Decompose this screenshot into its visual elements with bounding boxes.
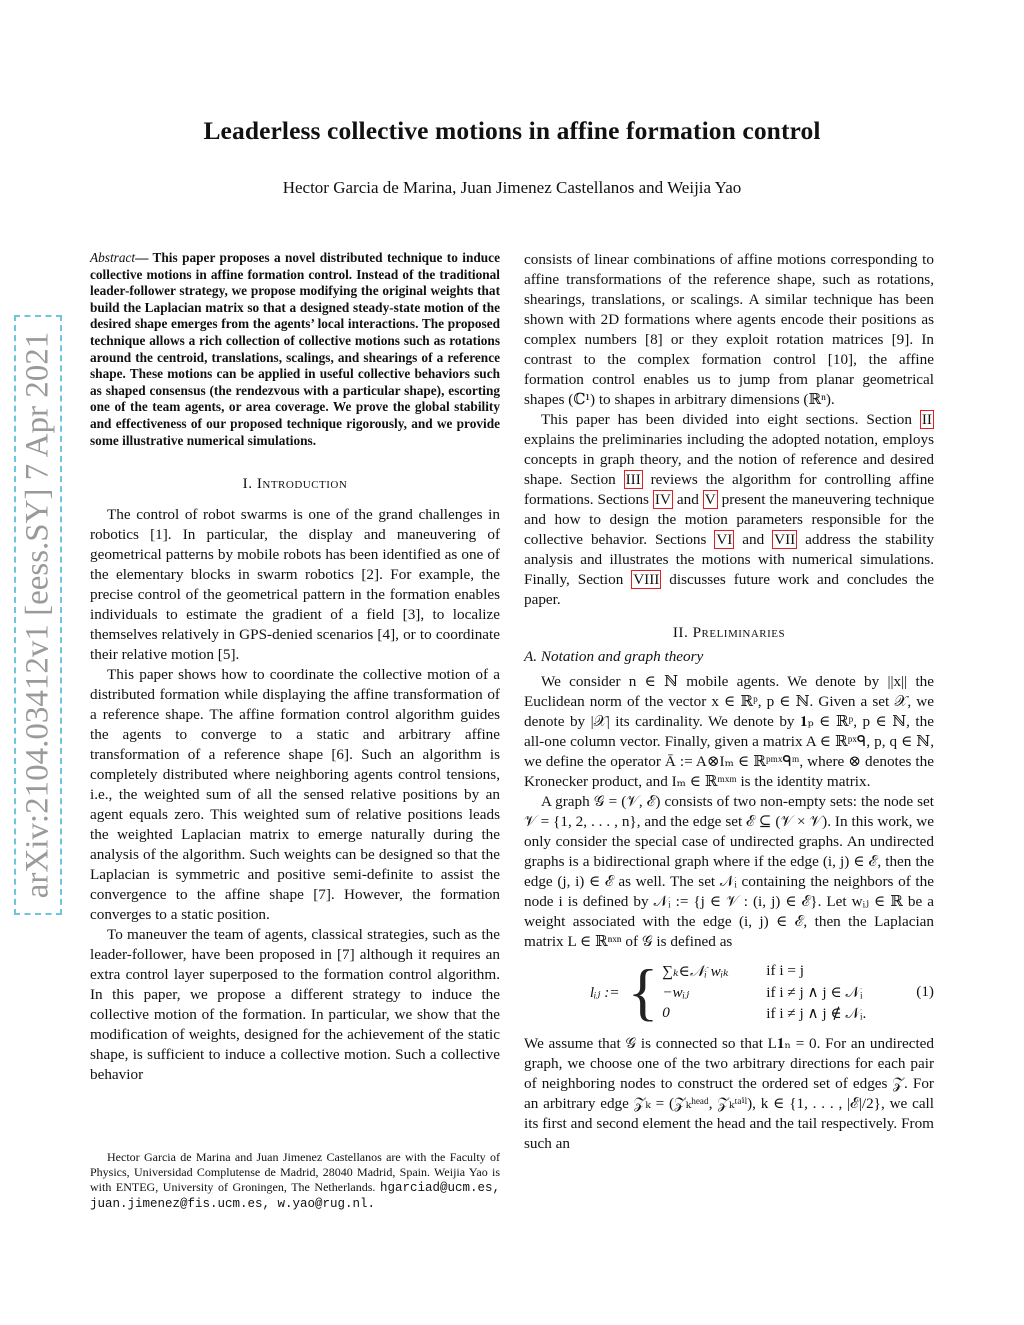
section-link-II[interactable]: II [921, 411, 932, 428]
arxiv-stamp[interactable] [14, 315, 62, 915]
outline-text: and [676, 491, 699, 508]
outline-text: discusses future work and concludes the paper. [524, 571, 935, 608]
outline-text: and [742, 531, 765, 548]
paper-title: Leaderless collective motions in affine formation control [203, 116, 821, 145]
equation-case-condition: if i ≠ j ∧ j ∈ 𝒩ᵢ [766, 983, 863, 1001]
abstract [90, 250, 500, 449]
equation-case-value: 0 [662, 1003, 670, 1021]
equation-lhs: lᵢⱼ := [589, 983, 620, 1001]
intro-paragraph-1: The control of robot swarms is one of the grand challenges in robotics [1]. In particular, the display and maneuvering of geometrical patterns by mobile robots has been identified as one of the elementary blocks in swarm robotics [2]. For example, the precise control of the geometrical pattern in the formation enables individuals to estimate the gradient of a field [3], to localize themselves relatively in GPS-denied scenarios [4], or to coordinate their relative motion [5]. [90, 506, 500, 664]
section-link-VII[interactable]: VII [774, 531, 796, 548]
section-link-V[interactable]: V [704, 491, 716, 508]
section-link-VI[interactable]: VI [716, 531, 733, 548]
notation-paragraph: We consider n ∈ ℕ mobile agents. We denote by ||x|| the Euclidean norm of the vector x ∈ ℝᵖ, p ∈ ℕ. Given a set 𝒳, we denote by |𝒳| its cardinality. We denote by 𝟏ₚ ∈ ℝᵖ, p ∈ ℕ, the all-one column vector. Finally, given a matrix A ∈ ℝᵖˣᑫ, p, q ∈ ℕ, we define the operator Ā := A⊗Iₘ ∈ ℝᵖᵐˣᑫᵐ, where ⊗ denotes the Kronecker product, and Iₘ ∈ ℝᵐˣᵐ is the identity matrix. [524, 673, 934, 790]
outline-text: address the stability analysis and illustrates the motions with numerical simulations. Finally, Section [524, 531, 935, 588]
equation-cases [662, 962, 916, 1023]
section-heading-introduction: I. Introduction [242, 475, 348, 493]
paper-authors: Hector Garcia de Marina, Juan Jimenez Castellanos and Weijia Yao [282, 178, 742, 197]
section-heading-preliminaries: II. Preliminaries [672, 624, 786, 641]
section-link-IV[interactable]: IV [654, 491, 671, 508]
equation-case-value: −wᵢⱼ [662, 983, 690, 1001]
abstract-lead: Abstract [90, 250, 136, 265]
section-link-VIII[interactable]: VIII [633, 571, 660, 588]
equation-case-condition: if i = j [766, 961, 804, 979]
right-column [524, 250, 934, 1154]
right-paragraph-1: consists of linear combinations of affine motions corresponding to affine transformations of the reference shape, such as rotations, shearings, translations, or scalings. A similar technique has been shown with 2D formations where agents encode their positions as complex numbers [8] or they exploit rotation matrices [9]. In contrast to the complex formation control [10], the affine formation control enables us to jump from planar geometrical shapes (ℂ¹) to shapes in arbitrary dimensions (ℝⁿ). [524, 251, 934, 408]
equation-number: (1) [916, 983, 934, 1000]
outline-text: This paper has been divided into eight sections. Section [541, 411, 912, 428]
laplacian-equation [524, 958, 934, 1026]
outline-paragraph [524, 410, 934, 610]
footnote-affiliations: Hector Garcia de Marina and Juan Jimenez Castellanos are with the Faculty of Physics, Universidad Complutense de Madrid, 28040 Madrid, Spain. Weijia Yao is with ENTEG, University of Groningen, The Netherlands. [90, 1150, 500, 1194]
abstract-body: — This paper proposes a novel distributed technique to induce collective motions in affine formation control. Instead of the traditional leader-follower strategy, we propose modifying the original weights that build the Laplacian matrix so that a designed steady-state motion of the desired shape emerges from the agents’ local interactions. The proposed technique allows a rich collection of collective motions such as rotations around the centroid, translations, scalings, and shearings of a reference shape. These motions can be applied in useful collective behaviors such as shaped consensus (the rendezvous with a particular shape), escorting one of the team agents, or area coverage. We prove the global stability and effectiveness of our proposed technique rigorously, and we provide some illustrative numerical simulations. [90, 250, 500, 448]
subsection-heading-notation: A. Notation and graph theory [524, 648, 704, 665]
footnote [90, 1150, 500, 1212]
left-column [90, 250, 500, 1085]
graph-paragraph: A graph 𝒢 = (𝒱, ℰ) consists of two non-empty sets: the node set 𝒱 = {1, 2, . . . , n}, and the edge set ℰ ⊆ (𝒱 × 𝒱). In this work, we only consider the special case of undirected graphs. An undirected graphs is a bidirectional graph where if the edge (i, j) ∈ ℰ, then the edge (j, i) ∈ ℰ as well. The set 𝒩ᵢ containing the neighbors of the node i is defined by 𝒩ᵢ := {j ∈ 𝒱 : (i, j) ∈ ℰ}. Let wᵢⱼ ∈ ℝ be a weight associated with the edge (i, j) ∈ ℰ, then the Laplacian matrix L ∈ ℝⁿˣⁿ of 𝒢 is defined as [524, 793, 934, 950]
outline-text: explains the preliminaries including the adopted notation, employs concepts in graph theory, and the notion of reference and desired shape. Section [524, 431, 934, 488]
equation-brace: { [627, 956, 659, 1027]
footnote-emails[interactable]: hgarciad@ucm.es, juan.jimenez@fis.ucm.es, w.yao@rug.nl. [90, 1181, 500, 1211]
arxiv-stamp-text: arXiv:2104.03412v1 [eess.SY] 7 Apr 2021 [19, 331, 56, 899]
intro-paragraph-3: To maneuver the team of agents, classical strategies, such as the leader-follower, have been proposed in [7] although it requires an extra control layer superposed to the formation control algorithm. In this paper, we propose a different strategy to induce the collective motion of the formation. In particular, we show that the modification of weights, designed for the achievement of the static shape, is sufficient to induce a collective motion. Such a collective behavior [90, 926, 500, 1084]
equation-case-value: ∑ₖ∈𝒩ᵢ wᵢₖ [662, 962, 729, 980]
outline-text: present the maneuvering technique and how to design the motion parameters responsible for the collective behavior. Sections [524, 491, 935, 548]
intro-paragraph-2: This paper shows how to coordinate the collective motion of a distributed formation while displaying the affine transformation of a reference shape. The affine formation control algorithm guides the agents to converge to a static and arbitrary affine transformation of a reference shape [6]. Such an algorithm is completely distributed where neighboring agents control tensions, i.e., the weighted sum of all the sensed relative positions by an agent equals zero. This weighted sum of relative positions leads the weighted Laplacian matrix to emerge naturally during the analysis of the algorithm. Such weights can be designed so that the Laplacian is symmetric and positive semi-definite to assist the convergence to the affine shape [7]. However, the formation converges to a static position. [90, 666, 500, 924]
equation-case-condition: if i ≠ j ∧ j ∉ 𝒩ᵢ. [766, 1004, 867, 1022]
section-link-III[interactable]: III [625, 471, 641, 488]
connectivity-paragraph: We assume that 𝒢 is connected so that L𝟏ₙ = 0. For an undirected graph, we choose one of the two arbitrary directions for each pair of neighboring nodes to construct the ordered set of edges 𝒵. For an arbitrary edge 𝒵ₖ = (𝒵ₖʰᵉᵃᵈ, 𝒵ₖᵗᵃⁱˡ), k ∈ {1, . . . , |ℰ|/2}, we call its first and second element the head and the tail respectively. From such an [524, 1035, 934, 1152]
outline-text: reviews the algorithm for controlling affine formations. Sections [524, 471, 935, 508]
